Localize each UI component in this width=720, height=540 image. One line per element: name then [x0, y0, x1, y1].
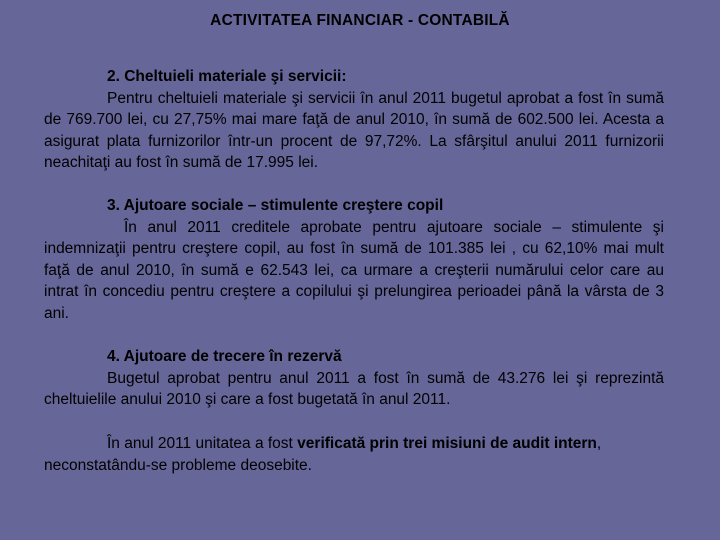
section-body: Bugetul aprobat pentru anul 2011 a fost în sumă de 43.276 lei şi reprezintă cheltuielile anului 2010 şi care a fost bugetată în anul 2011.: [44, 369, 664, 409]
audit-text-bold: verificată prin trei misiuni de audit intern: [297, 435, 597, 452]
audit-text-after: , neconstatându-se probleme deosebite.: [44, 435, 602, 474]
audit-text-before: În anul 2011 unitatea a fost: [107, 435, 298, 452]
section-body: [44, 433, 664, 476]
section-trecere-rezerva: [44, 346, 664, 411]
section-heading: 4. Ajutoare de trecere în rezervă: [107, 348, 342, 365]
section-heading: 3. Ajutoare sociale – stimulente creştere copil: [107, 197, 444, 214]
section-body: În anul 2011 creditele aprobate pentru ajutoare sociale – stimulente şi indemnizaţii pentru creştere copil, au fost în sumă de 101.385 lei , cu 62,10% mai mult faţă de anul 2010, în sumă e 62.543 lei, ca urmare a creşterii numărului celor care au intrat în concediu pentru creştere a copilului şi prelungirea perioadei până la vârsta de 3 ani.: [44, 218, 664, 322]
section-audit: [44, 433, 664, 476]
page-title: ACTIVITATEA FINANCIAR - CONTABILĂ: [210, 12, 510, 29]
section-heading: 2. Cheltuieli materiale şi servicii:: [107, 68, 347, 85]
section-materiale-servicii: [44, 66, 664, 174]
section-body: Pentru cheltuieli materiale şi servicii în anul 2011 bugetul aprobat a fost în sumă de 769.700 lei, cu 27,75% mai mare faţă de anul 2010, în sumă de 602.500 lei. Acesta a asigurat plata furnizorilor într-un procent de 97,72%. La sfârşitul anului 2011 furnizorii neachitaţi au fost în sumă de 17.995 lei.: [44, 89, 664, 172]
section-ajutoare-sociale: [44, 195, 664, 325]
